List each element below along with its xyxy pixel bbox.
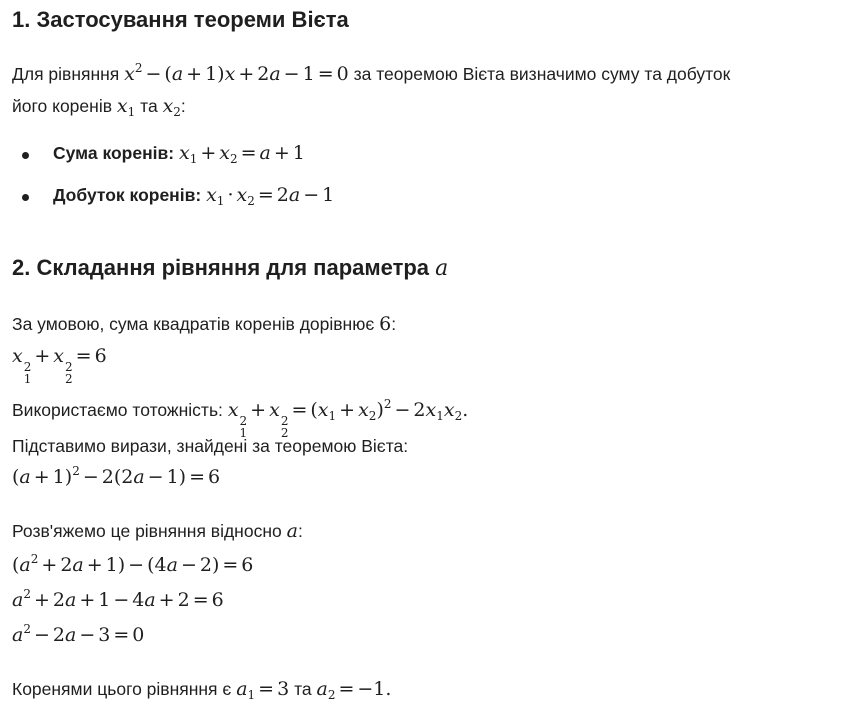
bullet-dot	[22, 194, 29, 201]
section-1-heading: 1. Застосування теореми Вієта	[12, 7, 349, 32]
substituted-equation: $(a + 1)^2 - 2(2a - 1) = 6$	[12, 464, 221, 488]
intro-line-2: його коренів $x_1$ та $x_2$:	[12, 95, 186, 119]
section-2-heading: 2. Складання рівняння для параметра a	[12, 255, 449, 281]
sum-formula: $x_1 + x_2 = a + 1$	[178, 142, 305, 166]
expanded-equation-1: $(a^2 + 2a + 1) - (4a - 2) = 6$	[12, 552, 254, 576]
reduced-equation: $a^2 - 2a - 3 = 0$	[12, 622, 145, 646]
roots-line: Коренями цього рівняння є $a_1 = 3$ та $a_2 = -1$.	[12, 678, 392, 702]
list-item-sum: Сума коренів: $x_1 + x_2 = a + 1$	[53, 142, 305, 166]
list-item-product: Добуток коренів: $x_1 \cdot x_2 = 2a - 1$	[53, 184, 335, 208]
identity-line: Використаємо тотожність: x 2 1 + x 2 2 = $(x_1 + x_2)^2 - 2x_1x_2$.	[12, 397, 469, 440]
expanded-equation-2: $a^2 + 2a + 1 - 4a + 2 = 6$	[12, 587, 224, 611]
intro-line-1: Для рівняння $x^2 - (a + 1)x + 2a - 1 = 0$ за теоремою Вієта визначимо суму та добуток	[12, 61, 731, 85]
solve-line: Розв'яжемо це рівняння відносно a:	[12, 520, 303, 542]
identity-formula: x 2 1 + x 2 2 = $(x_1 + x_2)^2 - 2x_1x_2$.	[227, 397, 469, 440]
condition-line: За умовою, сума квадратів коренів дорівнює 6:	[12, 313, 397, 335]
bullet-dot	[22, 152, 29, 159]
quadratic-equation: $x^2 - (a + 1)x + 2a - 1 = 0$	[124, 61, 349, 85]
substitute-line: Підставимо вирази, знайдені за теоремою Вієта:	[12, 436, 409, 456]
product-formula: $x_1 \cdot x_2 = 2a - 1$	[206, 184, 335, 208]
sum-of-squares-equation: x 2 1 + x 2 2 = 6	[12, 345, 107, 386]
